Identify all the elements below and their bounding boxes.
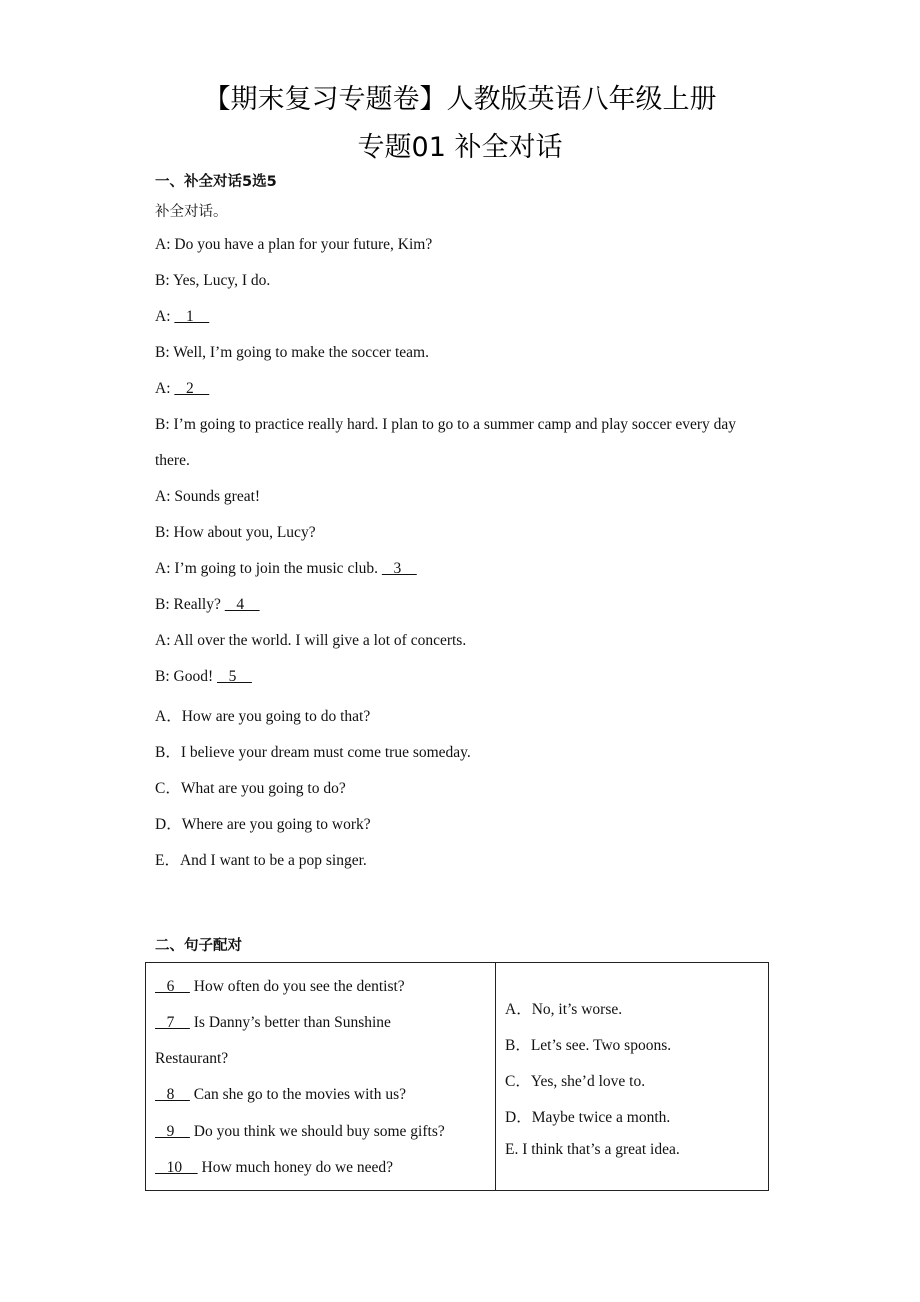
response-d: D．Maybe twice a month. — [505, 1109, 671, 1126]
section-heading-dialogue: 一、补全对话5选5 — [155, 174, 277, 190]
response-b: B．Let’s see. Two spoons. — [505, 1037, 672, 1054]
answer-blank-1[interactable]: 1 — [174, 308, 210, 325]
question-text: How often do you see the dentist? — [189, 978, 405, 995]
dialogue-line: A: All over the world. I will give a lot of concerts. — [155, 632, 467, 649]
dialogue-text: A: I’m going to join the music club. — [155, 560, 382, 577]
instruction-text: 补全对话。 — [155, 204, 228, 220]
dialogue-line: there. — [155, 452, 190, 469]
question-9 — [155, 1123, 445, 1141]
question-7-continued: Restaurant? — [155, 1050, 229, 1067]
dialogue-line — [155, 668, 252, 686]
question-7 — [155, 1014, 391, 1032]
response-e: E. I think that’s a great idea. — [505, 1141, 680, 1158]
answer-blank-6[interactable]: 6 — [155, 978, 190, 995]
dialogue-line — [155, 560, 417, 578]
answer-blank-8[interactable]: 8 — [155, 1086, 190, 1103]
answer-blank-10[interactable]: 10 — [155, 1159, 198, 1176]
dialogue-text: B: Good! — [155, 668, 217, 685]
response-c: C．Yes, she’d love to. — [505, 1073, 646, 1090]
question-text: How much honey do we need? — [197, 1159, 394, 1176]
answer-blank-2[interactable]: 2 — [174, 380, 210, 397]
question-6 — [155, 978, 405, 996]
table-divider — [495, 963, 496, 1190]
question-text: Is Danny’s better than Sunshine — [189, 1014, 391, 1031]
answer-blank-3[interactable]: 3 — [381, 560, 417, 577]
option-d: D．Where are you going to work? — [155, 816, 371, 833]
document-title: 【期末复习专题卷】人教版英语八年级上册 — [203, 84, 717, 115]
option-c: C．What are you going to do? — [155, 780, 346, 797]
question-8 — [155, 1086, 406, 1104]
option-e: E．And I want to be a pop singer. — [155, 852, 367, 869]
dialogue-line: B: I’m going to practice really hard. I plan to go to a summer camp and play soccer every day — [155, 416, 737, 433]
speaker-prefix: A: — [155, 308, 175, 325]
matching-table — [145, 962, 769, 1191]
option-a: A．How are you going to do that? — [155, 708, 371, 725]
question-10 — [155, 1159, 393, 1177]
answer-blank-5[interactable]: 5 — [217, 668, 252, 685]
section-heading-matching: 二、句子配对 — [155, 938, 242, 954]
dialogue-line — [155, 308, 209, 326]
question-text: Can she go to the movies with us? — [189, 1086, 406, 1103]
option-b: B．I believe your dream must come true someday. — [155, 744, 471, 761]
answer-blank-9[interactable]: 9 — [155, 1123, 190, 1140]
answer-blank-7[interactable]: 7 — [155, 1014, 190, 1031]
dialogue-line: A: Sounds great! — [155, 488, 261, 505]
dialogue-line — [155, 380, 209, 398]
response-a: A．No, it’s worse. — [505, 1001, 623, 1018]
dialogue-text: B: Really? — [155, 596, 225, 613]
question-text: Do you think we should buy some gifts? — [189, 1123, 445, 1140]
dialogue-line — [155, 596, 260, 614]
dialogue-line: B: Yes, Lucy, I do. — [155, 272, 271, 289]
document-subtitle: 专题01 补全对话 — [357, 132, 563, 163]
dialogue-line: B: How about you, Lucy? — [155, 524, 316, 541]
answer-blank-4[interactable]: 4 — [224, 596, 260, 613]
speaker-prefix: A: — [155, 380, 175, 397]
dialogue-line: A: Do you have a plan for your future, Kim? — [155, 236, 433, 253]
dialogue-line: B: Well, I’m going to make the soccer team. — [155, 344, 429, 361]
